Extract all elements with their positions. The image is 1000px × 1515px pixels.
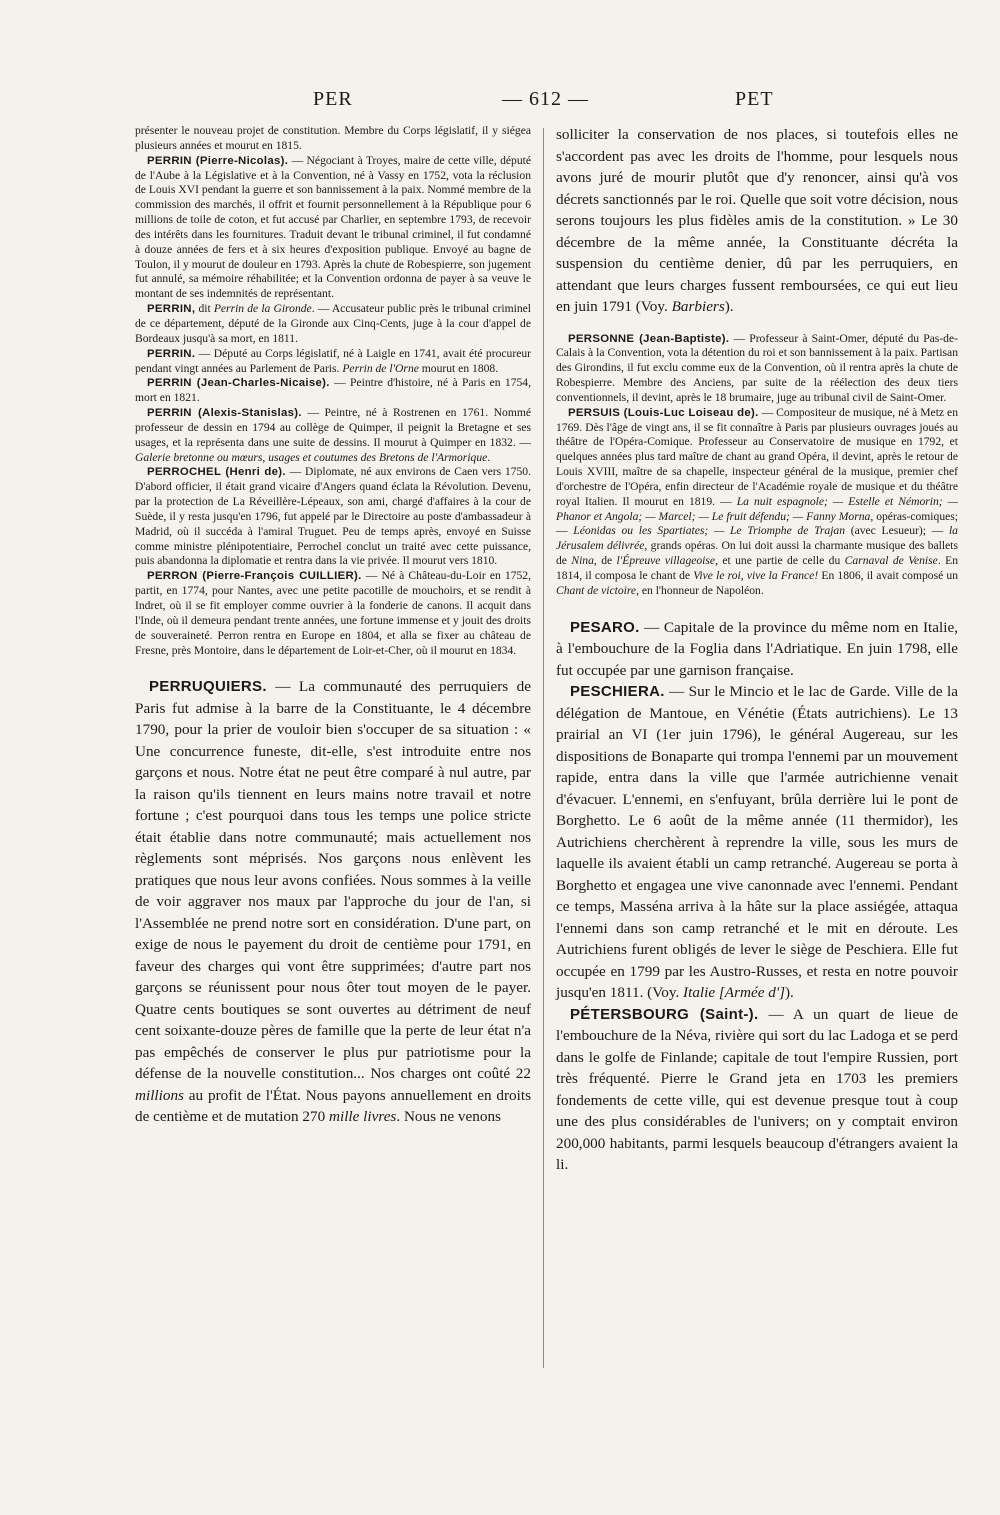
entry-italic: Vive le roi, vive la France! [693,569,819,582]
header-right-guideword: PET [735,88,774,110]
entry-headword: PERRUQUIERS. [149,678,267,696]
entry-headword: PERRON (Pierre-François CUILLIER). [147,570,362,583]
entry-headword: PÉTERSBOURG (Saint-). [570,1005,759,1023]
entry-text: . En 1814, il composa le chant de [556,554,958,582]
entry-pesaro [556,617,958,682]
entry-perruquiers-continuation [556,124,958,318]
page-number: — 612 — [502,88,589,110]
entry-continuation [135,124,531,154]
right-small-entries [556,332,958,599]
entry-italic: Perrin de l'Orne [342,361,419,375]
entry-text: solliciter la conservation de nos places, si toutefois elles ne s'accordent pas avec les droits de l'homme, pour lesquels nous avons juré de mourir plutôt que d'y renoncer, ainsi qu'à vos décrets sanctionnés par le roi. Quelle que soit votre décision, nous serons toujours les plus fidèles amis de la constitution. » Le 30 décembre de la même année, la Constituante décréta la suspension du centième denier, dû par les perruquiers, en attendant que leurs charges fussent remboursées, ce qui eut lieu en juin 1791 (Voy. [556,126,958,315]
running-header [0,88,1000,118]
entry-text-post: ). [724,298,734,315]
entry-headword: PESARO. [570,618,640,636]
entry-text-end: . Nous ne venons [396,1108,501,1126]
entry-text: , en l'honneur de Napoléon. [636,583,764,597]
entry-italic: la Jérusalem délivrée [556,524,958,553]
spacer [556,318,958,332]
entry-italic: Carnaval de Venise [844,554,938,568]
entry-text: , grands opéras. On lui doit aussi la charmante musique des ballets de [556,539,958,568]
entry-text: En 1806, il avait composé un [818,569,958,582]
entry-perrochel [135,465,531,569]
entry-text: — Sur le Mincio et le lac de Garde. Ville de la délégation de Mantoue, en Vénétie (États autrichiens). Le 13 prairial an VI (1er juin 1796), le général Augereau, sur les dispositions de Bonaparte qui trompa l'ennemi par un mouvement rapide, entra dans la ville que l'armée autrichienne venait d'évacuer. L'ennemi, en s'enfuyant, brûla derrière lui le pont de Borghetto. Le 6 août de la même année (11 thermidor), les Autrichiens cherchèrent à reprendre la ville, sous les murs de laquelle ils avaient établi un camp retranché. Augereau se porta à Borghetto et engagea une vive canonnade avec l'ennemi. Pendant ce temps, Masséna arriva à la hâte sur la place assiégée, attaqua l'ennemi dans son camp retranché et le mit en déroute. Les Autrichiens furent obligés de lever le siège de Peschiera. Elle fut occupée en 1799 par les Austro-Russes, et resta en notre pouvoir jusqu'en 1811. (Voy. [556,683,958,1002]
entry-text: — Député au Corps législatif, né à Laigle en 1741, avait été procureur pendant vingt années au Parlement de Paris. [135,346,531,375]
right-continuation [556,124,958,318]
entry-headword: PERRIN (Pierre-Nicolas). [147,154,289,167]
right-column [556,124,958,1176]
entry-italic: Italie [Armée d'] [683,984,785,1002]
spacer [135,658,531,676]
entry-text: — La communauté des perruquiers de Paris fut admise à la barre de la Constituante, le 4 décembre 1790, pour la prier de vouloir bien s'occuper de sa situation : « Une concurrence funeste, dit-elle, s'est introduite entre nos garçons et nous. Notre état ne peut être comparé à nul autre, par la raison qu'ils tiennent en leurs mains notre travail et notre fortune ; c'est pourquoi dans tous les temps une police stricte était établie dans notre communauté; mais actuellement nos règlements sont méprisés. Nos garçons nous enlèvent les pratiques que nous leur avons confiées. Nous sommes à la veille de voir aggraver nos maux par l'approche du jour de l'an, si l'Assemblée ne prend notre sort en considération. D'une part, on exige de nous le payement du droit de centième pour 1791, en faveur des charges qui vont être supprimées; d'autre part nos garçons se réunissent pour nous ôter tout moyen de le payer. Quatre cents boutiques se sont ouvertes au détriment de neuf cent soixante-douze pères de famille que la perte de leur état n'a pas empêchés de conserver le plus pur patriotisme pour la défense de la nouvelle constitution... Nos charges ont coûté 22 [135,678,531,1083]
entry-headword: PESCHIERA. [570,683,665,701]
entry-text: , opéras-comiques; — [556,509,958,538]
entry-text-post: ). [785,984,794,1002]
entry-text: — Négociant à Troyes, maire de cette ville, député de l'Aube à la Législative et à la Convention, né à Vassy en 1752, vota la réclusion de Louis XVI pendant la guerre et son bannissement à la paix. Nommé membre de la commission des marchés, il offrit et fournit personnellement à la République pour 6 millions de toile de coton, et fut accusé par Charlier, en septembre 1793, de recevoir des intérêts dans les fournitures. Traduit devant le tribunal criminel, il fut condamné à douze années de fers et à six heures d'exposition publique. Envoyé au bagne de Toulon, il y mourut de douleur en 1793. Après la chute de Robespierre, son jugement fut annulé, sa mémoire réhabilitée; et la Convention ordonna de payer à sa veuve le montant de ses indemnités de représentant. [135,153,531,301]
entry-headword: PERROCHEL (Henri de). [147,466,286,479]
header-left-guideword: PER [313,88,353,110]
right-large-entries [556,617,958,1176]
entry-text: — Peintre d'histoire, né à Paris en 1754, mort en 1821. [135,376,531,405]
left-small-entries [135,124,531,658]
entry-persuis [556,406,958,599]
entry-text-post: mourut en 1808. [418,361,499,375]
entry-text-mid: au profit de l'État. Nous payons annuellement en droits de centième et de mutation 270 [135,1086,531,1126]
left-column [135,124,531,1128]
entry-text: — Compositeur de musique, né à Metz en 1769. Dès l'âge de vingt ans, il se fit connaître à Paris par plusieurs ouvrages joués au théâtre de l'Opéra-Comique. Professeur au Conservatoire de musique en 1792, et quelques années plus tard maître de chant au grand Opéra, il devint, après le retour de Louis XVIII, maître de sa chapelle, inspecteur général de la musique, premier chef d'orchestre de l'Opéra, enfin directeur de l'Académie royale de musique et du théâtre royal Italien. Il mourut en 1819. — [556,405,958,508]
spacer [556,599,958,617]
entry-italic: Léonidas ou les Spartiates; — Le Triomphe de Trajan [573,524,846,538]
entry-headword: PERSONNE (Jean-Baptiste). [568,332,730,345]
entry-perrin-gironde [135,302,531,347]
entry-italic: millions [135,1086,184,1104]
entry-italic: mille livres [329,1108,397,1126]
entry-italic: Galerie bretonne ou mœurs, usages et coutumes des Bretons de l'Armorique [135,450,488,464]
column-divider [543,128,544,1368]
entry-italic: La nuit espagnole; — Estelle et Némorin; — Phanor et Angola; — Marcel; — Le fruit défendu; — Fanny Morna [556,494,958,523]
entry-headword: PERRIN, [147,303,196,316]
entry-text-post: . [487,450,491,464]
entry-italic: Chant de victoire [556,583,637,597]
entry-perrin-jean-charles [135,376,531,406]
entry-perruquiers [135,676,531,1128]
entry-italic: Perrin de la Gironde [213,302,312,316]
entry-headword: PERRIN (Jean-Charles-Nicaise). [147,377,330,390]
entry-text: — Professeur à Saint-Omer, député du Pas-de-Calais à la Convention, vota la détention du roi et son bannissement à la paix. Partisan des Girondins, il fut exclu comme eux de la Convention, où il rentra après la chute de Robespierre. Membre des Anciens, par suite de la réélection des deux tiers conventionnels, il devint, après le 18 brumaire, juge au tribunal civil de Saint-Omer. [556,331,958,404]
entry-text-pre: dit [195,302,214,316]
entry-italic: l'Épreuve villageoise [616,554,716,568]
entry-petersbourg [556,1004,958,1176]
entry-italic: Barbiers [671,298,725,315]
entry-text: — Né à Château-du-Loir en 1752, partit, en 1774, pour Nantes, avec une petite pacotille de mouchoirs, et se rendit à Indret, où il se fit employer comme ouvrier à la fonderie de canons. Il acquit dans l'Inde, où il demeura pendant trente années, une fortune immense et y jouit des droits de souveraineté. Perron rentra en Europe en 1804, et alla se fixer au château de Fresne, près Montoire, dans le département de Loir-et-Cher, où il mourut en 1834. [135,569,531,657]
entry-text: — Capitale de la province du même nom en Italie, à l'embouchure de la Foglia dans l'Adriatique. En juin 1798, elle fut occupée par une garnison française. [556,618,958,679]
entry-text: — Diplomate, né aux environs de Caen vers 1750. D'abord officier, il était grand vicaire d'Angers quand éclata la Révolution. Devenu, par la protection de La Réveillère-Lépeaux, son ami, chargé d'affaires à la cour de Suède, il y resta jusqu'en 1796, fut appelé par le Directoire au poste d'ambassadeur à Madrid, où il succéda à l'amiral Truguet. Peu de temps après, envoyé en Suisse comme ministre plénipotentiaire, Perrochel conclut un traité avec cette puissance, puis abandonna la diplomatie et rentra dans la vie privée. Il mourut vers 1810. [135,465,531,568]
entry-text: — Peintre, né à Rostrenen en 1761. Nommé professeur de dessin en 1794 au collège de Quimper, il peignit la Bretagne et ses usages, et la représenta dans une suite de dessins. Il mourut à Quimper en 1832. — [135,406,532,449]
entry-text: , et une partie de celle du [715,554,845,568]
entry-peschiera [556,681,958,1004]
entry-perrin-alexis [135,406,531,465]
entry-perrin-laigle [135,347,531,377]
entry-perrin-pierre-nicolas [135,154,531,302]
entry-perron [135,569,531,658]
entry-text: (avec Lesueur); — [845,524,949,538]
entry-personne [556,332,958,406]
entry-text: — A un quart de lieue de l'embouchure de la Néva, rivière qui sort du lac Ladoga et se perd dans le golfe de Finlande; capitale de tout l'empire Russien, port très fréquenté. Pierre le Grand jeta en 1703 les premiers fondements de cette ville, qui est devenue presque tout à coup une des plus considérables de l'univers; on y comptait environ 200,000 habitants, parmi lesquels beaucoup d'étrangers avaient la li. [556,1005,958,1174]
entry-text: . — Accusateur public près le tribunal criminel de ce département, député de la Gironde aux Cinq-Cents, juge à la cour d'appel de Bordeaux jusqu'à sa mort, en 1811. [135,302,531,345]
left-large-entries [135,676,531,1128]
entry-italic: Nina [571,554,594,568]
entry-text: , de [593,554,617,568]
entry-headword: PERSUIS (Louis-Luc Loiseau de). [568,406,759,419]
entry-headword: PERRIN (Alexis-Stanislas). [147,407,302,420]
entry-headword: PERRIN. [147,347,196,360]
entry-text: présenter le nouveau projet de constitution. Membre du Corps législatif, il y siégea plusieurs années et mourut en 1815. [135,124,531,152]
